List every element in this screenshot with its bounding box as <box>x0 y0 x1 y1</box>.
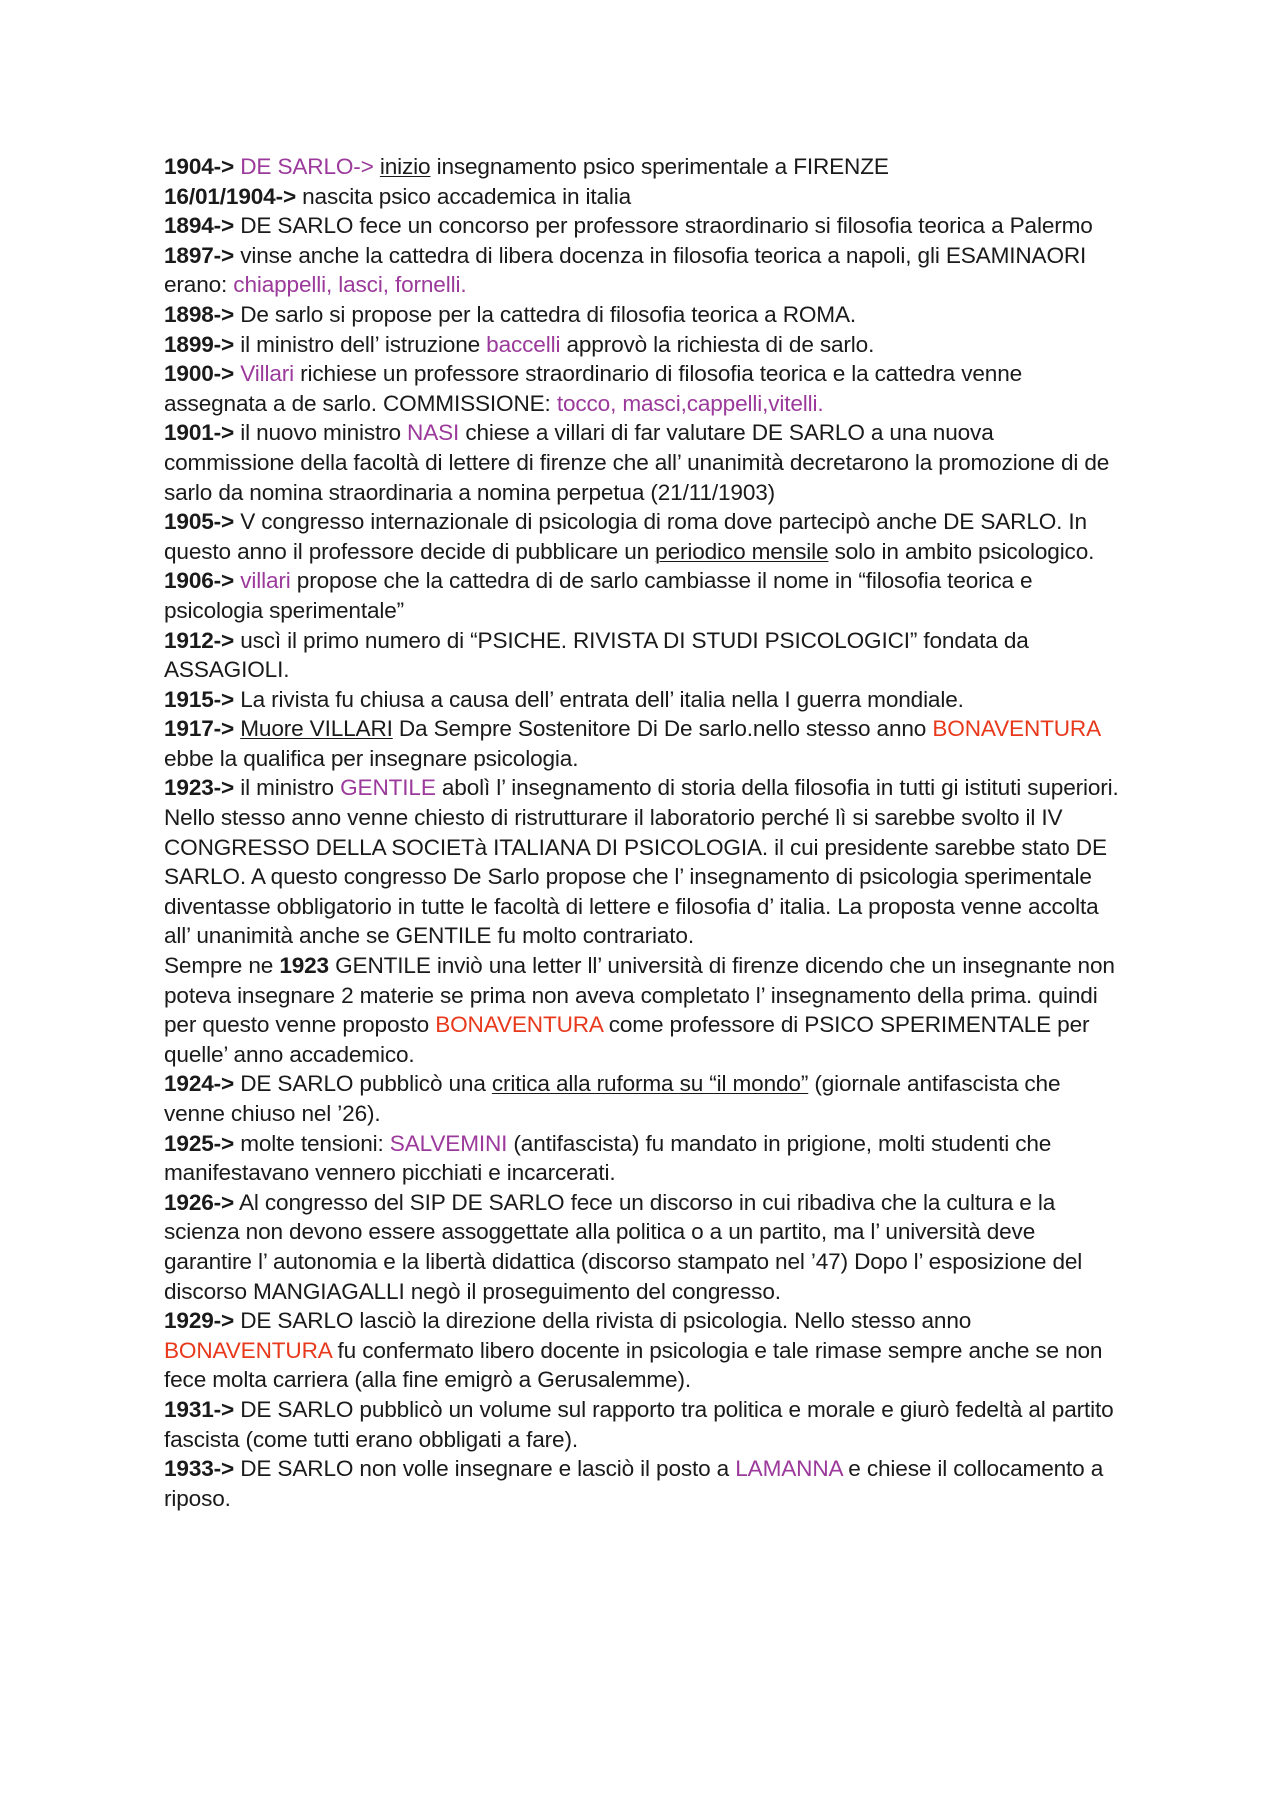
highlighted-name: DE SARLO-> <box>240 154 374 179</box>
timeline-entry <box>164 566 1124 625</box>
year-label: 1931-> <box>164 1396 235 1422</box>
highlighted-name: chiappelli, lasci, fornelli. <box>233 272 467 298</box>
entry-text: DE SARLO non volle insegnare e lasciò il posto a <box>234 1456 736 1482</box>
year-label: 1926-> <box>164 1189 235 1215</box>
timeline-entry <box>164 152 1124 182</box>
entry-text: fu confermato libero docente in psicologia e tale rimase sempre anche se non fece molta carriera (alla fine emigrò a Gerusalemme). <box>164 1337 1103 1393</box>
timeline-entry <box>164 507 1124 566</box>
entry-text: GENTILE inviò una letter ll’ università di firenze dicendo che un insegnante non poteva insegnare 2 materie se prima non aveva completato l’ insegnamento della prima. quindi per questo venne proposto <box>164 953 1115 1038</box>
year-label: 1923 <box>279 953 329 979</box>
timeline-entry <box>164 1306 1124 1395</box>
year-label: 1897-> <box>164 242 235 268</box>
underlined-text: inizio <box>379 154 431 179</box>
highlighted-name: GENTILE <box>340 775 436 801</box>
entry-text: uscì il primo numero di “PSICHE. RIVISTA DI STUDI PSICOLOGICI” fondata da ASSAGIOLI. <box>164 627 1029 683</box>
entry-text: e chiese il collocamento a riposo. <box>164 1456 1104 1511</box>
year-label: 1905-> <box>164 509 235 535</box>
entry-text: solo in ambito psicologico. <box>828 538 1095 564</box>
entry-text: (giornale antifascista che venne chiuso nel ’26). <box>164 1071 1061 1126</box>
highlighted-name: SALVEMINI <box>389 1130 508 1156</box>
underlined-text: periodico mensile <box>655 538 829 564</box>
highlighted-name: tocco, masci,cappelli,vitelli. <box>556 390 824 416</box>
year-label: 16/01/1904-> <box>164 183 296 209</box>
year-label: 1925-> <box>164 1130 235 1156</box>
entry-text: V congresso internazionale di psicologia di roma dove partecipò anche DE SARLO. In questo anno il professore decide di pubblicare un <box>164 509 1087 564</box>
entry-text: il ministro <box>234 775 341 801</box>
entry-text: approvò la richiesta di de sarlo. <box>560 331 875 357</box>
entry-text: abolì l’ insegnamento di storia della filosofia in tutti gi istituti superiori. Nello stesso anno venne chiesto di ristrutturare il laboratorio perché lì si sarebbe svolto il IV CONGRESSO DELLA SOCIETà ITALIANA DI PSICOLOGIA. il cui presidente sarebbe stato DE SARLO. A questo congresso De Sarlo propose che l’ insegnamento di psicologia sperimentale diventasse obbligatorio in tutte le facoltà di lettere e filosofia d’ italia. La proposta venne accolta all’ unanimità anche se GENTILE fu molto contrariato. <box>164 775 1119 949</box>
timeline-entry <box>164 714 1124 773</box>
year-label: 1923-> <box>164 775 235 801</box>
timeline-entry <box>164 241 1124 300</box>
highlighted-name: Villari <box>240 361 295 387</box>
entry-text: ebbe la qualifica per insegnare psicologia. <box>164 745 579 771</box>
timeline-entry <box>164 1129 1124 1188</box>
entry-text: richiese un professore straordinario di filosofia teorica e la cattedra venne assegnata a de sarlo. COMMISSIONE: <box>164 361 1023 416</box>
highlighted-name: villari <box>240 568 291 594</box>
entry-text: DE SARLO pubblicò una <box>234 1071 492 1097</box>
entry-text: (antifascista) fu mandato in prigione, molti studenti che manifestavano vennero picchiati e incarcerati. <box>164 1130 1052 1186</box>
highlighted-name-red: BONAVENTURA <box>932 716 1100 742</box>
year-label: 1899-> <box>164 331 235 357</box>
timeline-entry <box>164 773 1124 951</box>
underlined-text: critica alla ruforma su “il mondo” <box>491 1071 809 1097</box>
year-label: 1904-> <box>164 154 235 179</box>
timeline-entry <box>164 300 1124 330</box>
year-label: 1900-> <box>164 361 235 387</box>
underlined-text: Muore VILLARI <box>240 716 393 742</box>
entry-text: La rivista fu chiusa a causa dell’ entrata dell’ italia nella I guerra mondiale. <box>234 686 964 712</box>
entry-text: Al congresso del SIP DE SARLO fece un discorso in cui ribadiva che la cultura e la scienza non devono essere assoggettate alla politica o a un partito, ma l’ università deve garantire l’ autonomia e la libertà didattica (discorso stampato nel ’47) Dopo l’ esposizione del discorso MANGIAGALLI negò il proseguimento del congresso. <box>164 1189 1083 1304</box>
timeline-entry <box>164 951 1124 1069</box>
entry-text: il ministro dell’ istruzione <box>234 331 487 357</box>
year-label: 1915-> <box>164 686 235 712</box>
entry-text: nascita psico accademica in italia <box>296 183 632 209</box>
entry-text: come professore di PSICO SPERIMENTALE per quelle’ anno accademico. <box>164 1012 1090 1067</box>
entry-text: vinse anche la cattedra di libera docenza in filosofia teorica a napoli, gli ESAMINAORI erano: <box>164 242 1087 298</box>
timeline-entry <box>164 685 1124 715</box>
year-label: 1894-> <box>164 213 235 239</box>
document-page <box>164 152 1124 1513</box>
timeline-entry <box>164 418 1124 507</box>
year-label: 1933-> <box>164 1456 235 1482</box>
entry-text: molte tensioni: <box>234 1130 390 1156</box>
year-label: 1906-> <box>164 568 235 594</box>
timeline-entry <box>164 359 1124 418</box>
year-label: 1898-> <box>164 301 235 327</box>
entry-text: Sempre ne <box>164 953 280 979</box>
year-label: 1917-> <box>164 716 235 742</box>
entry-text: Da Sempre Sostenitore Di De sarlo.nello stesso anno <box>392 716 933 742</box>
year-label: 1924-> <box>164 1071 235 1097</box>
highlighted-name: baccelli <box>486 331 561 357</box>
timeline-entry <box>164 1395 1124 1454</box>
timeline-entry <box>164 626 1124 685</box>
entry-text: DE SARLO fece un concorso per professore straordinario si filosofia teorica a Palermo <box>234 213 1093 239</box>
year-label: 1901-> <box>164 420 235 446</box>
timeline-entry <box>164 1069 1124 1128</box>
highlighted-name-red: BONAVENTURA <box>435 1012 603 1038</box>
year-label: 1929-> <box>164 1308 235 1334</box>
highlighted-name-red: BONAVENTURA <box>164 1337 332 1363</box>
timeline-entry <box>164 211 1124 241</box>
timeline-entry <box>164 182 1124 212</box>
entry-text: propose che la cattedra di de sarlo cambiasse il nome in “filosofia teorica e psicologia sperimentale” <box>164 568 1033 623</box>
entry-text: chiese a villari di far valutare DE SARLO a una nuova commissione della facoltà di lettere di firenze che all’ unanimità decretarono la promozione di de sarlo da nomina straordinaria a nomina perpetua (21/11/1903) <box>164 420 1110 505</box>
highlighted-name: NASI <box>407 420 460 446</box>
timeline-entry <box>164 1454 1124 1513</box>
year-label: 1912-> <box>164 627 235 653</box>
timeline-entry <box>164 1188 1124 1306</box>
entry-text: il nuovo ministro <box>234 420 408 446</box>
entry-text: insegnamento psico sperimentale a FIRENZE <box>430 154 889 179</box>
entry-text: DE SARLO lasciò la direzione della rivista di psicologia. Nello stesso anno <box>234 1308 972 1334</box>
entry-text: DE SARLO pubblicò un volume sul rapporto tra politica e morale e giurò fedeltà al partito fascista (come tutti erano obbligati a fare). <box>164 1396 1114 1452</box>
highlighted-name: LAMANNA <box>735 1456 843 1482</box>
entry-text: De sarlo si propose per la cattedra di filosofia teorica a ROMA. <box>234 301 856 327</box>
timeline-entry <box>164 330 1124 360</box>
